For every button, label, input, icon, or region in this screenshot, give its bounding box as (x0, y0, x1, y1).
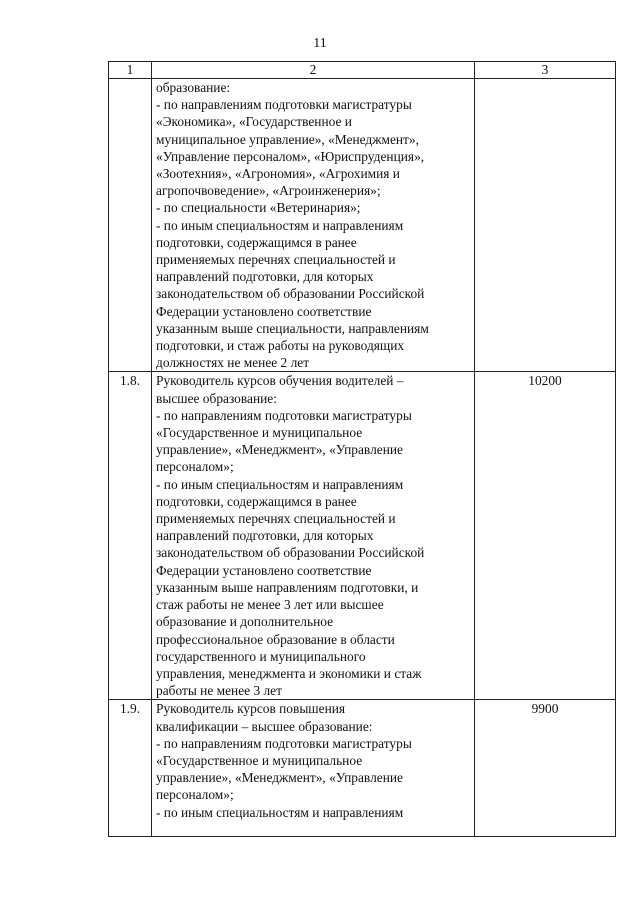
page-number: 11 (313, 36, 327, 51)
description-line: указанным выше направлениям подготовки, и (156, 579, 419, 595)
description-line: муниципальное управление», «Менеджмент», (156, 131, 419, 147)
description-line: законодательством об образовании Российской (156, 545, 425, 561)
description-line: профессиональное образование в области (156, 631, 395, 647)
description-line: высшее образование: (156, 390, 277, 406)
description-line: применяемых перечнях специальностей и (156, 511, 396, 527)
description-line: указанным выше специальности, направлениям (156, 320, 429, 336)
description-line: Федерации установлено соответствие (156, 303, 372, 319)
row-number: 1.8. (109, 372, 152, 700)
table-row (109, 79, 616, 372)
description-line: стаж работы не менее 3 лет или высшее (156, 597, 384, 613)
description-line: подготовки, и стаж работы на руководящих (156, 338, 405, 354)
description-line: - по направлениям подготовки магистратуры (156, 735, 412, 751)
description-line: направлений подготовки, для которых (156, 528, 374, 544)
description-line: работы не менее 3 лет (156, 683, 282, 699)
description-line: «Зоотехния», «Агрономия», «Агрохимия и (156, 166, 400, 182)
description-line: направлений подготовки, для которых (156, 269, 374, 285)
description-line: подготовки, содержащимся в ранее (156, 234, 357, 250)
description-line: «Управление персоналом», «Юриспруденция», (156, 148, 425, 164)
description-line: управление», «Менеджмент», «Управление (156, 442, 403, 458)
table-row (109, 700, 616, 837)
description-line: применяемых перечнях специальностей и (156, 252, 396, 268)
description-line: агропочвоведение», «Агроинженерия»; (156, 183, 381, 199)
description-line: - по направлениям подготовки магистратуры (156, 97, 412, 113)
description-line: управление», «Менеджмент», «Управление (156, 770, 403, 786)
row-number (109, 79, 152, 372)
description-line: - по направлениям подготовки магистратуры (156, 407, 412, 423)
description-line: подготовки, содержащимся в ранее (156, 493, 357, 509)
row-value: 10200 (475, 372, 616, 700)
description-line: персоналом»; (156, 459, 234, 475)
description-line: законодательством об образовании Российской (156, 286, 425, 302)
description-line: «Государственное и муниципальное (156, 752, 363, 768)
column-header-2: 2 (152, 62, 475, 79)
table-header (109, 62, 616, 79)
header-row (109, 62, 616, 79)
positions-table (108, 61, 616, 837)
row-description (152, 700, 475, 837)
description-line: должностях не менее 2 лет (156, 355, 310, 371)
row-description (152, 372, 475, 700)
row-description (152, 79, 475, 372)
description-line: государственного и муниципального (156, 648, 366, 664)
description-line: образование: (156, 80, 231, 95)
description-line: «Государственное и муниципальное (156, 425, 363, 441)
description-line: образование и дополнительное (156, 614, 334, 630)
description-line: Руководитель курсов обучения водителей – (156, 373, 404, 389)
description-line: - по иным специальностям и направлениям (156, 476, 404, 492)
row-value: 9900 (475, 700, 616, 837)
row-value (475, 79, 616, 372)
table-row (109, 372, 616, 700)
description-line: Федерации установлено соответствие (156, 562, 372, 578)
description-line: управления, менеджмента и экономики и стаж (156, 665, 422, 681)
description-line: «Экономика», «Государственное и (156, 114, 352, 130)
description-line: персоналом»; (156, 787, 234, 803)
column-header-1: 1 (109, 62, 152, 79)
description-line: - по иным специальностям и направлениям (156, 804, 404, 820)
description-line: - по специальности «Ветеринария»; (156, 200, 361, 216)
description-line: - по иным специальностям и направлениям (156, 217, 404, 233)
description-line: квалификации – высшее образование: (156, 718, 373, 734)
column-header-3: 3 (475, 62, 616, 79)
row-number: 1.9. (109, 700, 152, 837)
description-line: Руководитель курсов повышения (156, 701, 346, 717)
table-body (109, 79, 616, 837)
